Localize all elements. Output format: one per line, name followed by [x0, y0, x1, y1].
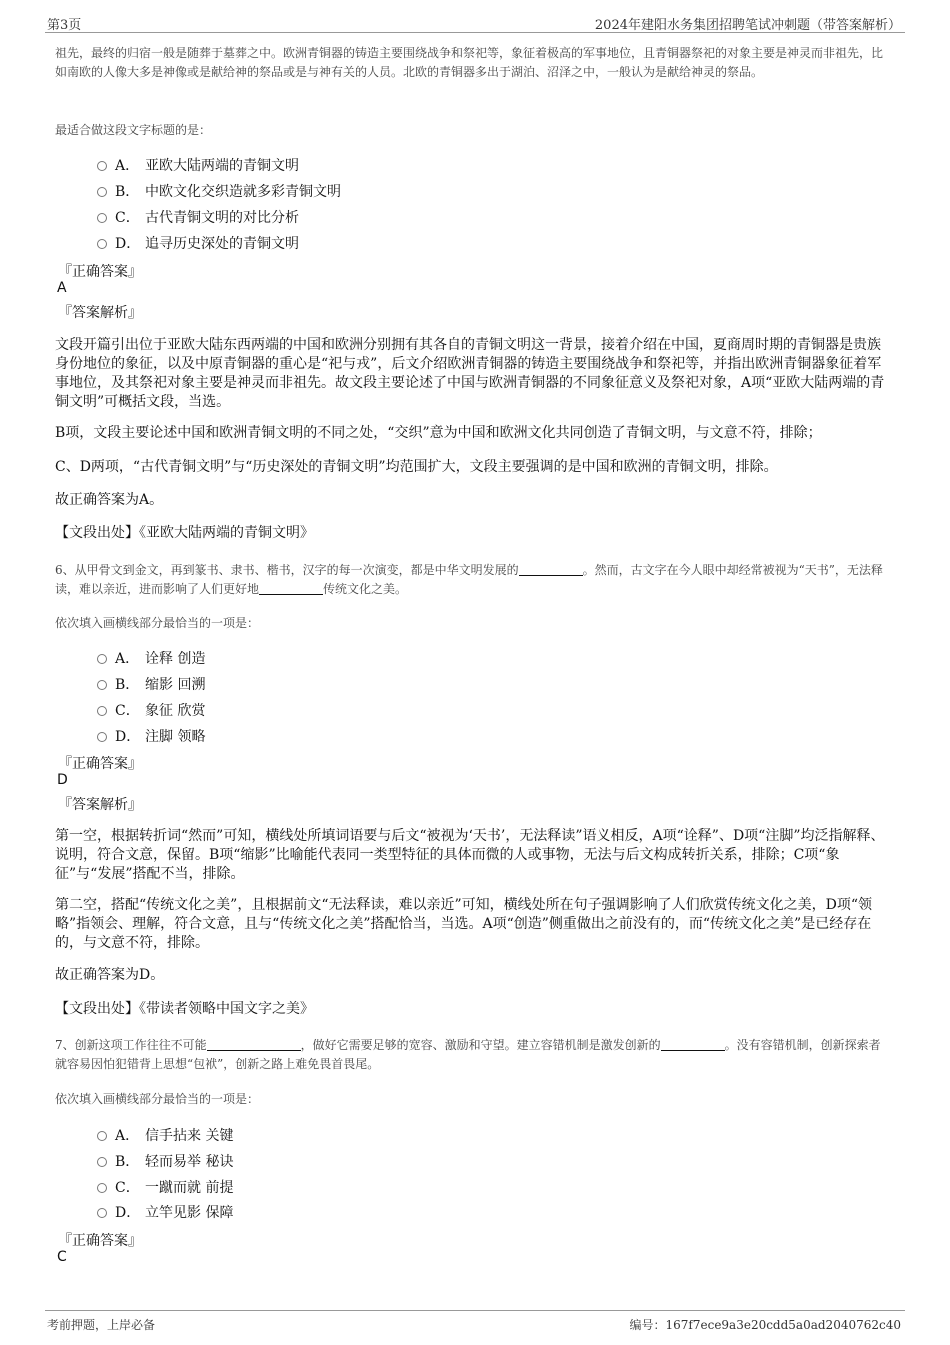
fill-blank	[519, 563, 583, 576]
radio-icon[interactable]	[97, 706, 107, 716]
answer-value: D	[57, 772, 68, 788]
answer-label: 『正确答案』	[58, 1233, 142, 1249]
radio-icon[interactable]	[97, 187, 107, 197]
page-number: 第3页	[47, 18, 82, 33]
analysis-paragraph: 文段开篇引出位于亚欧大陆东西两端的中国和欧洲分别拥有其各自的青铜文明这一背景，接着介绍在中国，夏商周时期的青铜器是贵族身份地位的象征，以及中原青铜器的重心是“祀与戎”，后文介绍欧洲青铜器的铸造主要围绕战争和祭祀等，并指出欧洲青铜器象征着军事地位，及其祭祀对象主要是神灵而非祖先。故文段主要论述了中国与欧洲青铜器的不同象征意义及祭祀对象，A项“亚欧大陆两端的青铜文明”可概括文段，当选。	[55, 337, 885, 410]
page-header	[45, 10, 905, 33]
option-a[interactable]: A． 信手拈来 关键	[97, 1125, 233, 1145]
analysis-label: 『答案解析』	[58, 797, 142, 813]
radio-icon[interactable]	[97, 213, 107, 223]
option-d[interactable]: D． 追寻历史深处的青铜文明	[97, 233, 299, 253]
radio-icon[interactable]	[97, 239, 107, 249]
radio-icon[interactable]	[97, 654, 107, 664]
radio-icon[interactable]	[97, 1131, 107, 1141]
question-7-stem: 7、创新这项工作往往不可能 ，做好它需要足够的宽容、激励和守望。建立容错机制是激发创新的 。没有容错机制，创新探索者就容易因怕犯错背上思想“包袱”，创新之路上难免畏首畏尾。	[55, 1038, 881, 1071]
option-b[interactable]: B． 缩影 回溯	[97, 674, 205, 694]
passage-continuation: 祖先，最终的归宿一般是随葬于墓葬之中。欧洲青铜器的铸造主要围绕战争和祭祀等，象征着极高的军事地位，且青铜器祭祀的对象主要是神灵而非祖先，比如南欧的人像大多是神像或是献给神的祭品或是与神有关的人员。北欧的青铜器多出于湖泊、沼泽之中，一般认为是献给神灵的祭品。	[55, 46, 884, 79]
analysis-paragraph: B项，文段主要论述中国和欧洲青铜文明的不同之处，“交织”意为中国和欧洲文化共同创造了青铜文明，与文意不符，排除；	[55, 425, 822, 441]
option-a[interactable]: A． 诠释 创造	[97, 648, 205, 668]
analysis-paragraph: C、D两项，“古代青铜文明”与“历史深处的青铜文明”均范围扩大，文段主要强调的是中国和欧洲的青铜文明，排除。	[55, 459, 778, 475]
option-c[interactable]: C． 古代青铜文明的对比分析	[97, 207, 299, 227]
fill-blank	[259, 582, 323, 595]
analysis-paragraph: 第二空，搭配“传统文化之美”，且根据前文“无法释读，难以亲近”可知，横线处所在句子强调影响了人们欣赏传统文化之美，D项“领略”指领会、理解，符合文意，且与“传统文化之美”搭配恰当，当选。A项“创造”侧重做出之前没有的，而“传统文化之美”是已经存在的，与文意不符，排除。	[55, 897, 873, 951]
radio-icon[interactable]	[97, 161, 107, 171]
page-footer	[45, 1310, 905, 1335]
analysis-label: 『答案解析』	[58, 305, 142, 321]
answer-value: A	[57, 280, 67, 296]
analysis-conclusion: 故正确答案为D。	[55, 967, 165, 983]
footer-slogan: 考前押题，上岸必备	[47, 1318, 156, 1332]
radio-icon[interactable]	[97, 1208, 107, 1218]
analysis-paragraph: 第一空，根据转折词“然而”可知，横线处所填词语要与后文“被视为‘天书’，无法释读”语义相反，A项“诠释”、D项“注脚”均泛指解释、说明，符合文意，保留。B项“缩影”比喻能代表同一类型特征的具体而微的人或事物，无法与后文构成转折关系，排除；C项“象征”与“发展”搭配不当，排除。	[55, 828, 885, 882]
option-c[interactable]: C． 一蹴而就 前提	[97, 1177, 233, 1197]
question-prompt: 最适合做这段文字标题的是：	[55, 123, 212, 137]
option-b[interactable]: B． 轻而易举 秘诀	[97, 1151, 233, 1171]
answer-label: 『正确答案』	[58, 264, 142, 280]
document-title: 2024年建阳水务集团招聘笔试冲刺题（带答案解析）	[594, 18, 901, 33]
radio-icon[interactable]	[97, 732, 107, 742]
option-b[interactable]: B． 中欧文化交织造就多彩青铜文明	[97, 181, 341, 201]
answer-label: 『正确答案』	[58, 756, 142, 772]
answer-value: C	[57, 1249, 67, 1265]
question-prompt: 依次填入画横线部分最恰当的一项是：	[55, 1092, 260, 1106]
option-d[interactable]: D． 立竿见影 保障	[97, 1202, 233, 1222]
radio-icon[interactable]	[97, 680, 107, 690]
question-6-stem: 6、从甲骨文到金文，再到篆书、隶书、楷书，汉字的每一次演变，都是中华文明发展的 。然而，古文字在今人眼中却经常被视为“天书”，无法释读，难以亲近，进而影响了人们更好地 传统文化之美。	[55, 563, 883, 596]
radio-icon[interactable]	[97, 1183, 107, 1193]
analysis-conclusion: 故正确答案为A。	[55, 492, 164, 508]
question-prompt: 依次填入画横线部分最恰当的一项是：	[55, 616, 260, 630]
option-c[interactable]: C． 象征 欣赏	[97, 700, 205, 720]
document-id: 编号：167f7ece9a3e20cdd5a0ad2040762c40	[629, 1318, 901, 1332]
fill-blank	[661, 1038, 725, 1051]
option-a[interactable]: A． 亚欧大陆两端的青铜文明	[97, 155, 299, 175]
fill-blank	[207, 1038, 301, 1051]
option-d[interactable]: D． 注脚 领略	[97, 726, 205, 746]
radio-icon[interactable]	[97, 1157, 107, 1167]
source-citation: 【文段出处】《亚欧大陆两端的青铜文明》	[55, 525, 314, 541]
source-citation: 【文段出处】《带读者领略中国文字之美》	[55, 1001, 314, 1017]
